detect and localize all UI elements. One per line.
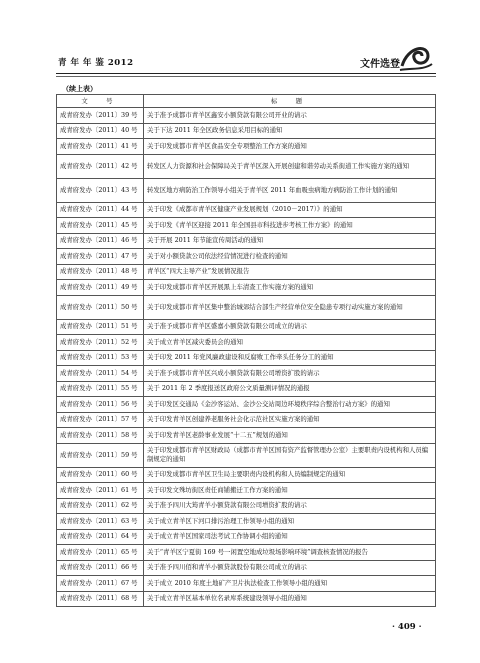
table-row	[57, 428, 436, 444]
table-row	[57, 350, 436, 366]
document-title: 关于印发 2011 年党风廉政建设和反腐败工作牵头任务分工的通知	[144, 350, 436, 366]
page-number: · 409 ·	[392, 622, 422, 632]
document-number: 成青府发办〔2011〕57 号	[57, 412, 144, 428]
table-row	[57, 545, 436, 561]
document-title: 关于对小额贷款公司依法经营情况进行检查的通知	[144, 249, 436, 265]
column-header-number: 文 号	[57, 95, 144, 108]
table-row	[57, 233, 436, 249]
document-title: 转发区人力资源和社会保障局关于青羊区深入开展创建和谐劳动关系街道工作实施方案的通知	[144, 154, 436, 178]
table-row	[57, 397, 436, 413]
swirl-logo-icon	[398, 42, 434, 72]
document-title: 关于印发文殊坊街区责任商铺搬迁工作方案的通知	[144, 483, 436, 499]
document-list-table	[56, 94, 436, 607]
table-row	[57, 576, 436, 592]
document-title: 关于印发成都市青羊区开展黑上车清查工作实施方案的通知	[144, 280, 436, 296]
document-number: 成青府发办〔2011〕42 号	[57, 154, 144, 178]
table-row	[57, 218, 436, 234]
document-number: 成青府发办〔2011〕62 号	[57, 498, 144, 514]
header-rule	[56, 73, 436, 74]
table-row	[57, 529, 436, 545]
document-title: 关于 2011 年 2 季度报送区政府公文质量测评情况的通报	[144, 381, 436, 397]
table-row	[57, 591, 436, 607]
document-number: 成青府发办〔2011〕43 号	[57, 178, 144, 202]
document-number: 成青府发办〔2011〕47 号	[57, 249, 144, 265]
table-row	[57, 498, 436, 514]
table-row	[57, 366, 436, 382]
document-title: 关于开展 2011 年节能宣传周活动的通知	[144, 233, 436, 249]
document-number: 成青府发办〔2011〕67 号	[57, 576, 144, 592]
header-rule-thin	[56, 76, 436, 77]
table-row	[57, 139, 436, 155]
section-title: 文件选登	[360, 59, 400, 70]
document-number: 成青府发办〔2011〕52 号	[57, 335, 144, 351]
document-number: 成青府发办〔2011〕49 号	[57, 280, 144, 296]
document-number: 成青府发办〔2011〕66 号	[57, 560, 144, 576]
document-title: 关于成立青羊区国家司法考试工作协调小组的通知	[144, 529, 436, 545]
document-title: 关于下达 2011 年全区政务信息采用目标的通知	[144, 123, 436, 139]
document-title: 关于成立青羊区下河口排污治理工作领导小组的通知	[144, 514, 436, 530]
document-number: 成青府发办〔2011〕56 号	[57, 397, 144, 413]
document-number: 成青府发办〔2011〕46 号	[57, 233, 144, 249]
table-row	[57, 560, 436, 576]
table-row	[57, 280, 436, 296]
document-title: 转发区地方病防治工作领导小组关于青羊区 2011 年血吸虫病地方病防治工作计划的通知	[144, 178, 436, 202]
running-header-left: 青 年 年 鉴 2012	[58, 58, 134, 68]
document-title: 关于成立青羊区减灾委员会的通知	[144, 335, 436, 351]
document-title: 关于印发青羊区老龄事业发展“十二五”规划的通知	[144, 428, 436, 444]
document-title: 关于准予成都市青羊区盛嘉小额贷款有限公司成立的请示	[144, 319, 436, 335]
table-row	[57, 178, 436, 202]
table-header-row	[57, 95, 436, 108]
document-number: 成青府发办〔2011〕44 号	[57, 202, 144, 218]
document-title: 关于成立青羊区基本单位名录库系统建设领导小组的通知	[144, 591, 436, 607]
document-number: 成青府发办〔2011〕55 号	[57, 381, 144, 397]
document-title: 关于印发《青羊区迎接 2011 年全国县市科技进步考核工作方案》的通知	[144, 218, 436, 234]
document-title: 青羊区“四大主导产业”发展情况报告	[144, 264, 436, 280]
continued-note: （续上表）	[62, 84, 97, 93]
table-row	[57, 108, 436, 124]
document-title: 关于准予四川大筠青羊小额贷款有限公司增资扩股的请示	[144, 498, 436, 514]
table-row	[57, 467, 436, 483]
document-title: 关于成立 2010 年度土地矿产卫片执法检查工作领导小组的通知	[144, 576, 436, 592]
document-title: 关于准予成都市青羊区兴成小额贷款有限公司增资扩股的请示	[144, 366, 436, 382]
table-row	[57, 381, 436, 397]
table-row	[57, 319, 436, 335]
document-title: 关于准予四川佰和青羊小额贷款股份有限公司成立的请示	[144, 560, 436, 576]
table-row	[57, 202, 436, 218]
document-title: 关于“青羊区宁夏街 169 号一闲置空地成垃圾场影响环境”调查核查情况的报告	[144, 545, 436, 561]
document-number: 成青府发办〔2011〕54 号	[57, 366, 144, 382]
document-number: 成青府发办〔2011〕53 号	[57, 350, 144, 366]
document-title: 关于印发成都市青羊区财政局（成都市青羊区国有资产监督管理办公室）主要职责内设机构和人员编制规定的通知	[144, 443, 436, 467]
document-title: 关于印发《成都市青羊区健康产业发展规划（2010－2017）》的通知	[144, 202, 436, 218]
document-number: 成青府发办〔2011〕58 号	[57, 428, 144, 444]
document-number: 成青府发办〔2011〕45 号	[57, 218, 144, 234]
table-row	[57, 123, 436, 139]
document-number: 成青府发办〔2011〕59 号	[57, 443, 144, 467]
table-row	[57, 154, 436, 178]
document-number: 成青府发办〔2011〕41 号	[57, 139, 144, 155]
document-number: 成青府发办〔2011〕48 号	[57, 264, 144, 280]
document-title: 关于印发成都市青羊区卫生局主要职责内设机构和人员编制规定的通知	[144, 467, 436, 483]
table-row	[57, 483, 436, 499]
document-number: 成青府发办〔2011〕64 号	[57, 529, 144, 545]
document-number: 成青府发办〔2011〕65 号	[57, 545, 144, 561]
document-number: 成青府发办〔2011〕40 号	[57, 123, 144, 139]
table-row	[57, 443, 436, 467]
document-title: 关于印发区交通局《金沙客运站、金沙公交站周边环境秩序综合整治行动方案》的通知	[144, 397, 436, 413]
document-title: 关于印发成都市青羊区集中整治城郊结合部生产经营单位安全隐患专项行动实施方案的通知	[144, 295, 436, 319]
table-row	[57, 264, 436, 280]
column-header-title: 标 题	[144, 95, 436, 108]
table-row	[57, 514, 436, 530]
document-number: 成青府发办〔2011〕51 号	[57, 319, 144, 335]
table-row	[57, 412, 436, 428]
table-row	[57, 335, 436, 351]
document-number: 成青府发办〔2011〕63 号	[57, 514, 144, 530]
document-title: 关于印发青羊区创建养老服务社会化示范社区实施方案的通知	[144, 412, 436, 428]
table-row	[57, 249, 436, 265]
document-title: 关于准予成都市青羊区鑫安小额贷款有限公司开业的请示	[144, 108, 436, 124]
document-number: 成青府发办〔2011〕39 号	[57, 108, 144, 124]
document-title: 关于印发成都市青羊区食品安全专项整治工作方案的通知	[144, 139, 436, 155]
table-row	[57, 295, 436, 319]
document-number: 成青府发办〔2011〕61 号	[57, 483, 144, 499]
document-number: 成青府发办〔2011〕60 号	[57, 467, 144, 483]
document-number: 成青府发办〔2011〕50 号	[57, 295, 144, 319]
document-number: 成青府发办〔2011〕68 号	[57, 591, 144, 607]
